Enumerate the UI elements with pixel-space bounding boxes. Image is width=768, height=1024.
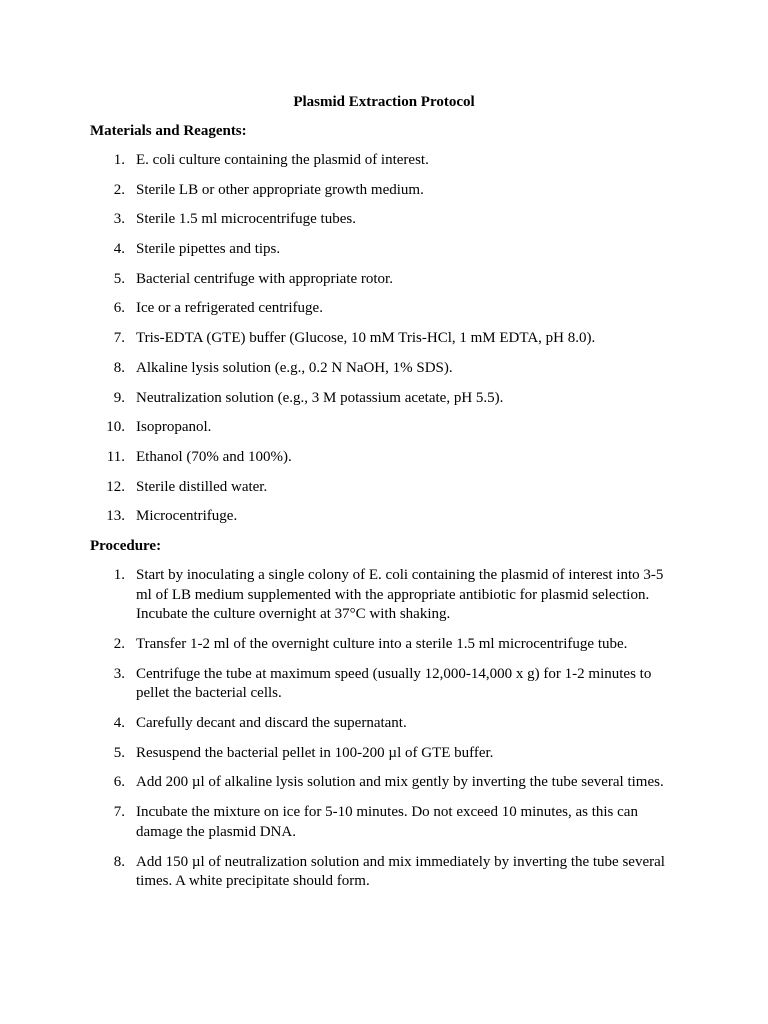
step-text: Incubate the mixture on ice for 5-10 minutes. Do not exceed 10 minutes, as this can damage the plasmid DNA. [136, 804, 638, 840]
item-text: Tris-EDTA (GTE) buffer (Glucose, 10 mM Tris-HCl, 1 mM EDTA, pH 8.0). [136, 330, 596, 347]
item-number: 5. [113, 270, 125, 287]
item-text: Sterile 1.5 ml microcentrifuge tubes. [136, 211, 356, 228]
step-number: 4. [113, 714, 125, 731]
materials-list-item [90, 270, 680, 290]
item-text: Sterile distilled water. [136, 478, 268, 495]
step-number: 6. [113, 774, 125, 791]
materials-list-item [90, 478, 680, 498]
materials-list-item [90, 448, 680, 468]
procedure-step [90, 803, 680, 842]
materials-list-item [90, 507, 680, 527]
procedure-step [90, 744, 680, 764]
step-text: Centrifuge the tube at maximum speed (usually 12,000-14,000 x g) for 1-2 minutes to pellet the bacterial cells. [136, 665, 652, 702]
item-number: 10. [106, 419, 125, 436]
step-number: 8. [113, 853, 125, 870]
procedure-step [90, 665, 680, 704]
step-text: Start by inoculating a single colony of E. coli containing the plasmid of interest into 3-5 ml of LB medium supplemented with the appropriate antibiotic for plasmid selection. Incubate the culture overnight at 37°C with shaking. [136, 567, 664, 622]
document-title: Plasmid Extraction Protocol [293, 94, 475, 110]
item-number: 7. [113, 330, 125, 347]
materials-list [90, 151, 680, 537]
step-number: 3. [113, 665, 125, 682]
materials-list-item [90, 181, 680, 201]
step-text: Resuspend the bacterial pellet in 100-200 µl of GTE buffer. [136, 744, 494, 761]
procedure-step [90, 714, 680, 734]
step-text: Transfer 1-2 ml of the overnight culture into a sterile 1.5 ml microcentrifuge tube. [136, 635, 628, 652]
item-text: Alkaline lysis solution (e.g., 0.2 N NaOH, 1% SDS). [136, 359, 453, 376]
materials-list-item [90, 329, 680, 349]
item-number: 2. [113, 181, 125, 198]
step-text: Carefully decant and discard the supernatant. [136, 714, 407, 731]
item-text: Ethanol (70% and 100%). [136, 448, 292, 465]
item-text: Sterile LB or other appropriate growth medium. [136, 181, 424, 198]
item-text: Microcentrifuge. [136, 508, 238, 525]
item-number: 13. [106, 508, 125, 525]
materials-list-item [90, 418, 680, 438]
item-number: 9. [113, 389, 125, 406]
item-text: Isopropanol. [136, 419, 212, 436]
item-number: 1. [113, 152, 125, 168]
procedure-step [90, 566, 680, 625]
step-number: 7. [113, 804, 125, 821]
item-number: 12. [106, 478, 125, 495]
item-text: E. coli culture containing the plasmid of interest. [136, 152, 429, 168]
materials-list-item [90, 389, 680, 409]
step-text: Add 200 µl of alkaline lysis solution and mix gently by inverting the tube several times. [136, 774, 664, 791]
materials-heading: Materials and Reagents: [90, 123, 247, 139]
step-number: 1. [113, 567, 125, 583]
step-text: Add 150 µl of neutralization solution and mix immediately by inverting the tube several times. A white precipitate should form. [136, 853, 665, 890]
materials-list-item [90, 210, 680, 230]
item-number: 6. [113, 300, 125, 317]
item-text: Sterile pipettes and tips. [136, 241, 281, 258]
materials-list-item [90, 240, 680, 260]
item-number: 8. [113, 359, 125, 376]
procedure-step [90, 853, 680, 892]
item-text: Bacterial centrifuge with appropriate rotor. [136, 270, 393, 287]
materials-list-item [90, 359, 680, 379]
item-text: Ice or a refrigerated centrifuge. [136, 300, 323, 317]
procedure-step [90, 773, 680, 793]
materials-list-item [90, 151, 680, 171]
item-number: 11. [106, 448, 125, 465]
procedure-heading: Procedure: [90, 538, 162, 554]
item-number: 3. [113, 211, 125, 228]
procedure-list [90, 566, 680, 902]
item-text: Neutralization solution (e.g., 3 M potassium acetate, pH 5.5). [136, 389, 504, 406]
procedure-step [90, 635, 680, 655]
materials-list-item [90, 299, 680, 319]
item-number: 4. [113, 241, 125, 258]
step-number: 5. [113, 744, 125, 761]
step-number: 2. [113, 635, 125, 652]
